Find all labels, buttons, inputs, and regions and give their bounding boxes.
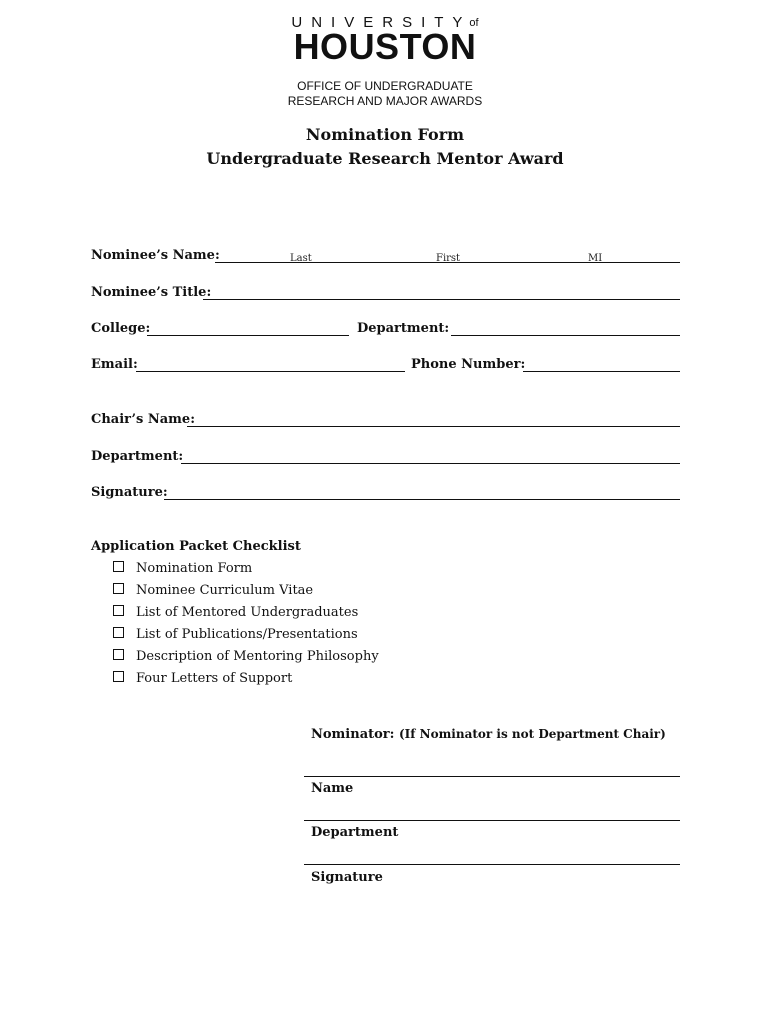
nominator-department-field[interactable] <box>304 820 680 821</box>
checklist-item[interactable] <box>113 583 313 598</box>
chair-name-label: Chair’s Name: <box>91 412 195 427</box>
chair-department-label: Department: <box>91 449 184 464</box>
nominator-department-label: Department <box>311 825 399 840</box>
checkbox[interactable] <box>113 627 124 638</box>
form-subtitle: Undergraduate Research Mentor Award <box>206 149 564 168</box>
nominee-title-label: Nominee’s Title: <box>91 285 212 300</box>
department-field[interactable] <box>451 335 680 336</box>
checklist-item-label: Description of Mentoring Philosophy <box>136 649 379 664</box>
nominee-name-first-caption: First <box>436 253 461 264</box>
checklist-item[interactable] <box>113 561 252 576</box>
department-label: Department: <box>357 321 450 336</box>
chair-department-field[interactable] <box>181 463 680 464</box>
phone-number-field[interactable] <box>523 371 680 372</box>
nominee-name-last-caption: Last <box>290 253 312 264</box>
form-title: Nomination Form <box>305 125 465 144</box>
nominee-name-mi-caption: MI <box>588 253 603 264</box>
college-label: College: <box>91 321 151 336</box>
nominee-name-label: Nominee’s Name: <box>91 248 220 263</box>
chair-signature-label: Signature: <box>91 485 168 500</box>
checklist-title: Application Packet Checklist <box>91 539 301 554</box>
checkbox[interactable] <box>113 583 124 594</box>
college-field[interactable] <box>147 335 349 336</box>
houston-wordmark: HOUSTON <box>293 26 477 67</box>
checklist-item-label: Nominee Curriculum Vitae <box>136 583 314 598</box>
chair-signature-field[interactable] <box>164 499 680 500</box>
nominator-name-label: Name <box>311 781 354 796</box>
email-label: Email: <box>91 357 138 372</box>
chair-name-field[interactable] <box>187 426 680 427</box>
checkbox[interactable] <box>113 649 124 660</box>
nominator-heading-note: (If Nominator is not Department Chair) <box>398 727 666 741</box>
checklist-item-label: List of Mentored Undergraduates <box>136 605 359 620</box>
email-field[interactable] <box>136 371 405 372</box>
office-line-2: RESEARCH AND MAJOR AWARDS <box>287 94 483 108</box>
university-text: UNIVERSITY <box>291 14 472 31</box>
nominator-heading <box>311 727 666 742</box>
checklist-item[interactable] <box>113 671 292 686</box>
checklist-item-label: Nomination Form <box>136 561 253 576</box>
of-text: of <box>469 17 479 29</box>
nominee-title-field[interactable] <box>203 299 680 300</box>
checklist-item[interactable] <box>113 627 358 642</box>
checklist-item[interactable] <box>113 649 379 664</box>
nominator-signature-field[interactable] <box>304 864 680 865</box>
checkbox[interactable] <box>113 605 124 616</box>
checklist-item[interactable] <box>113 605 358 620</box>
phone-number-label: Phone Number: <box>411 357 526 372</box>
nominator-signature-label: Signature <box>311 870 383 885</box>
checklist-item-label: List of Publications/Presentations <box>136 627 358 642</box>
checkbox[interactable] <box>113 671 124 682</box>
office-line-1: OFFICE OF UNDERGRADUATE <box>297 79 473 93</box>
nominator-heading-label: Nominator: <box>311 727 395 742</box>
checkbox[interactable] <box>113 561 124 572</box>
nominator-name-field[interactable] <box>304 776 680 777</box>
checklist-item-label: Four Letters of Support <box>136 671 293 686</box>
